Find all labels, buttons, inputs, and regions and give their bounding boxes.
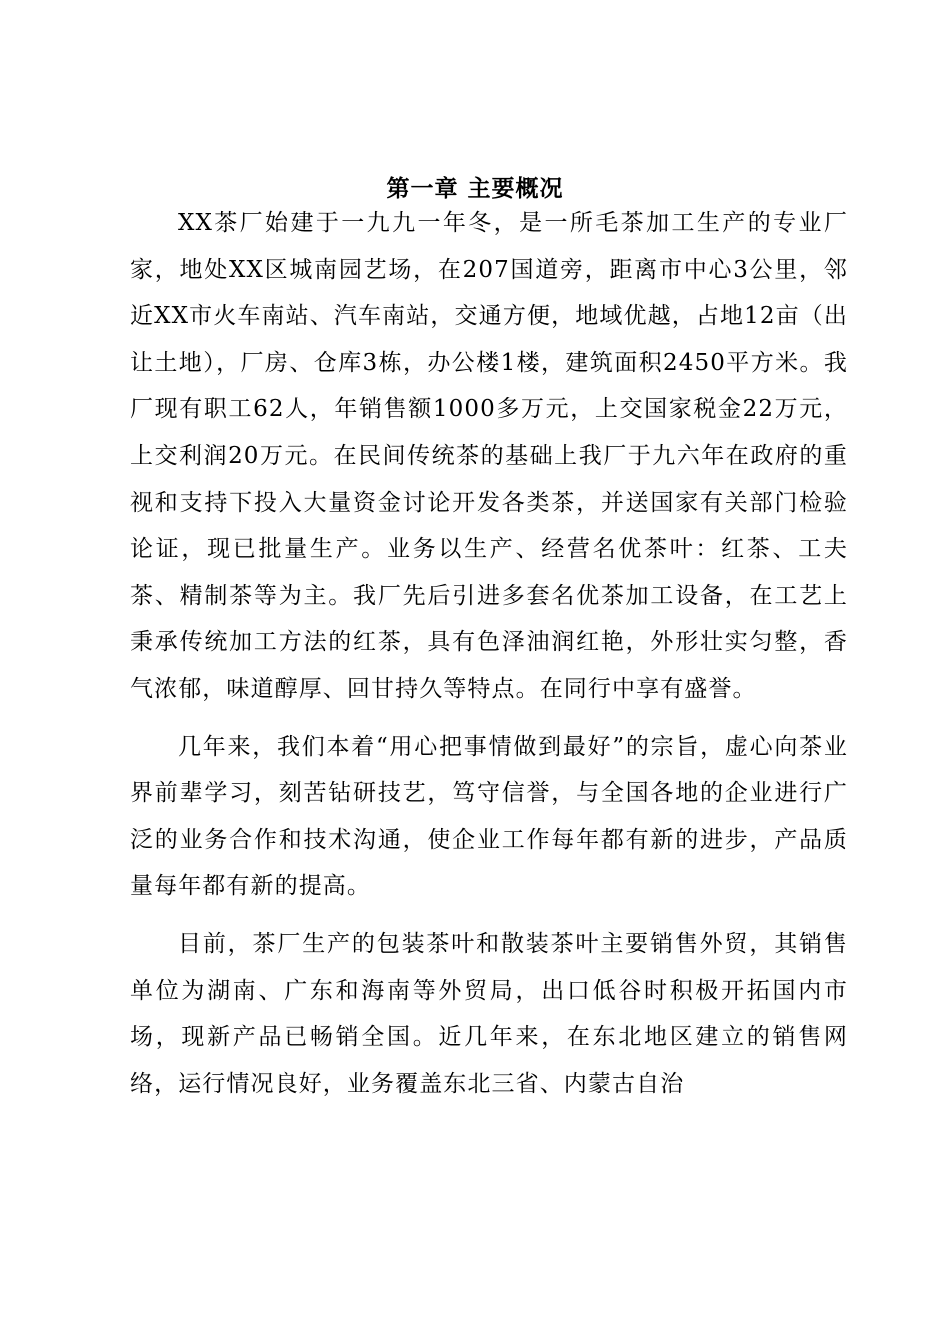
chapter-title: 第一章 主要概况: [386, 176, 564, 203]
paragraph-philosophy: 几年来，我们本着“用心把事情做到最好”的宗旨，虚心向茶业界前辈学习，刻苦钻研技艺，笃守信誉，与全国各地的企业进行广泛的业务合作和技术沟通，使企业工作每年都有新的进步，产品质量每年都有新的提高。: [130, 733, 848, 900]
paragraph-overview: XX茶厂始建于一九九一年冬，是一所毛茶加工生产的专业厂家，地处XX区城南园艺场，在207国道旁，距离市中心3公里，邻近XX市火车南站、汽车南站，交通方便，地域优越，占地12亩（出让土地），厂房、仓库3栋，办公楼1楼，建筑面积2450平方米。我厂现有职工62人，年销售额1000多万元，上交国家税金22万元，上交利润20万元。在民间传统茶的基础上我厂于九六年在政府的重视和支持下投入大量资金讨论开发各类茶，并送国家有关部门检验论证，现已批量生产。业务以生产、经营名优茶叶：红茶、工夫茶、精制茶等为主。我厂先后引进多套名优茶加工设备，在工艺上秉承传统加工方法的红茶，具有色泽油润红艳，外形壮实匀整，香气浓郁，味道醇厚、回甘持久等特点。在同行中享有盛誉。: [130, 210, 848, 702]
paragraph-sales: 目前，茶厂生产的包装茶叶和散装茶叶主要销售外贸，其销售单位为湖南、广东和海南等外贸局，出口低谷时积极开拓国内市场，现新产品已畅销全国。近几年来，在东北地区建立的销售网络，运行情况良好，业务覆盖东北三省、内蒙古自治: [130, 930, 848, 1097]
document-body: [130, 200, 848, 1118]
